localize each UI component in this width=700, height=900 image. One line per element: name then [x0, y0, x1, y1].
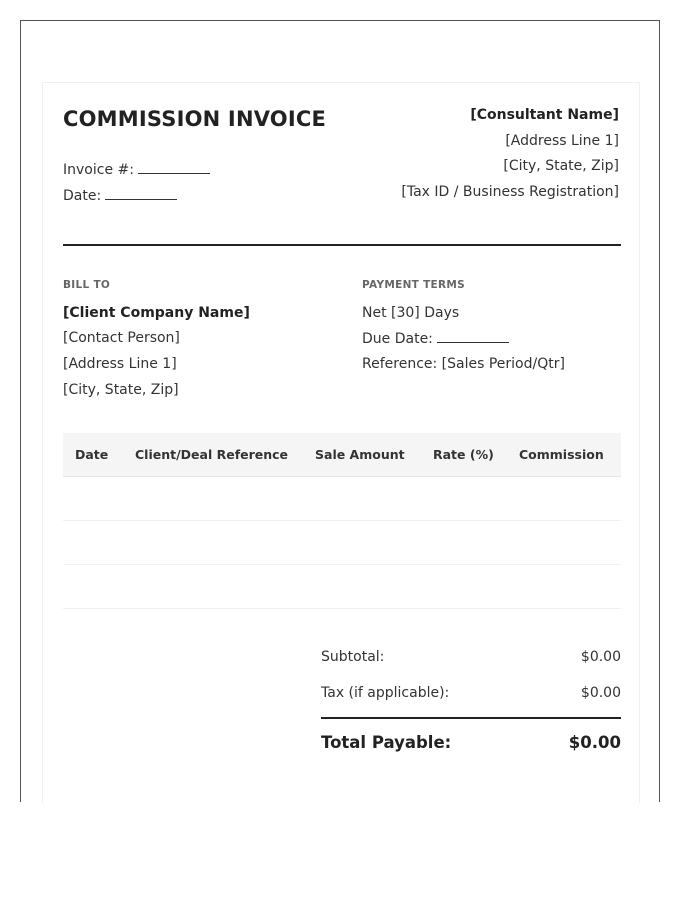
consultant-name: [Consultant Name]: [470, 107, 619, 123]
due-date-label: Due Date:: [362, 331, 433, 347]
table-cell: [421, 521, 507, 565]
invoice-date-blank: [105, 187, 177, 200]
total-payable-row: [321, 719, 621, 759]
subtotal-label: Subtotal:: [321, 649, 385, 665]
table-row: [63, 521, 621, 565]
table-cell: [507, 565, 621, 609]
table-cell: [63, 477, 123, 521]
column-header-date: Date: [63, 433, 123, 477]
totals-section: [321, 645, 621, 759]
invoice-document: [42, 82, 640, 803]
table-row: [63, 565, 621, 609]
column-header-client-deal-reference: Client/Deal Reference: [123, 433, 303, 477]
client-address: [Address Line 1]: [63, 356, 177, 372]
invoice-date-label: Date:: [63, 188, 102, 204]
table-cell: [303, 565, 421, 609]
client-contact-person: [Contact Person]: [63, 330, 180, 346]
subtotal-value: $0.00: [580, 649, 621, 665]
bill-to-heading: BILL TO: [63, 279, 111, 291]
payment-net-days: Net [30] Days: [362, 305, 460, 321]
tax-value: $0.00: [580, 685, 621, 701]
invoice-number-line: [63, 161, 210, 178]
table-row: [63, 477, 621, 521]
due-date-blank: [437, 330, 509, 343]
total-payable-label: Total Payable:: [321, 733, 452, 752]
invoice-number-blank: [138, 161, 210, 174]
client-company-name: [Client Company Name]: [63, 305, 250, 321]
table-cell: [421, 477, 507, 521]
commission-items-table: [63, 433, 621, 609]
table-cell: [303, 521, 421, 565]
column-header-rate: Rate (%): [421, 433, 507, 477]
table-cell: [421, 565, 507, 609]
consultant-city-state-zip: [City, State, Zip]: [503, 158, 619, 174]
table-cell: [303, 477, 421, 521]
consultant-tax-id: [Tax ID / Business Registration]: [401, 184, 619, 200]
client-city-state-zip: [City, State, Zip]: [63, 382, 179, 398]
table-cell: [507, 521, 621, 565]
consultant-address: [Address Line 1]: [505, 133, 619, 149]
page-frame: [20, 20, 660, 802]
invoice-title: COMMISSION INVOICE: [63, 107, 327, 131]
column-header-sale-amount: Sale Amount: [303, 433, 421, 477]
table-header-row: [63, 433, 621, 477]
invoice-number-label: Invoice #:: [63, 162, 134, 178]
column-header-commission: Commission: [507, 433, 621, 477]
header-divider: [63, 244, 621, 246]
table-cell: [123, 477, 303, 521]
table-cell: [123, 521, 303, 565]
payment-terms-heading: PAYMENT TERMS: [362, 279, 466, 291]
subtotal-row: [321, 645, 621, 681]
payment-reference: Reference: [Sales Period/Qtr]: [362, 356, 565, 372]
due-date-line: [362, 330, 509, 347]
table-cell: [63, 565, 123, 609]
invoice-date-line: [63, 187, 177, 204]
total-payable-value: $0.00: [568, 733, 621, 752]
tax-label: Tax (if applicable):: [321, 685, 450, 701]
tax-row: [321, 681, 621, 717]
table-cell: [123, 565, 303, 609]
table-cell: [507, 477, 621, 521]
table-cell: [63, 521, 123, 565]
